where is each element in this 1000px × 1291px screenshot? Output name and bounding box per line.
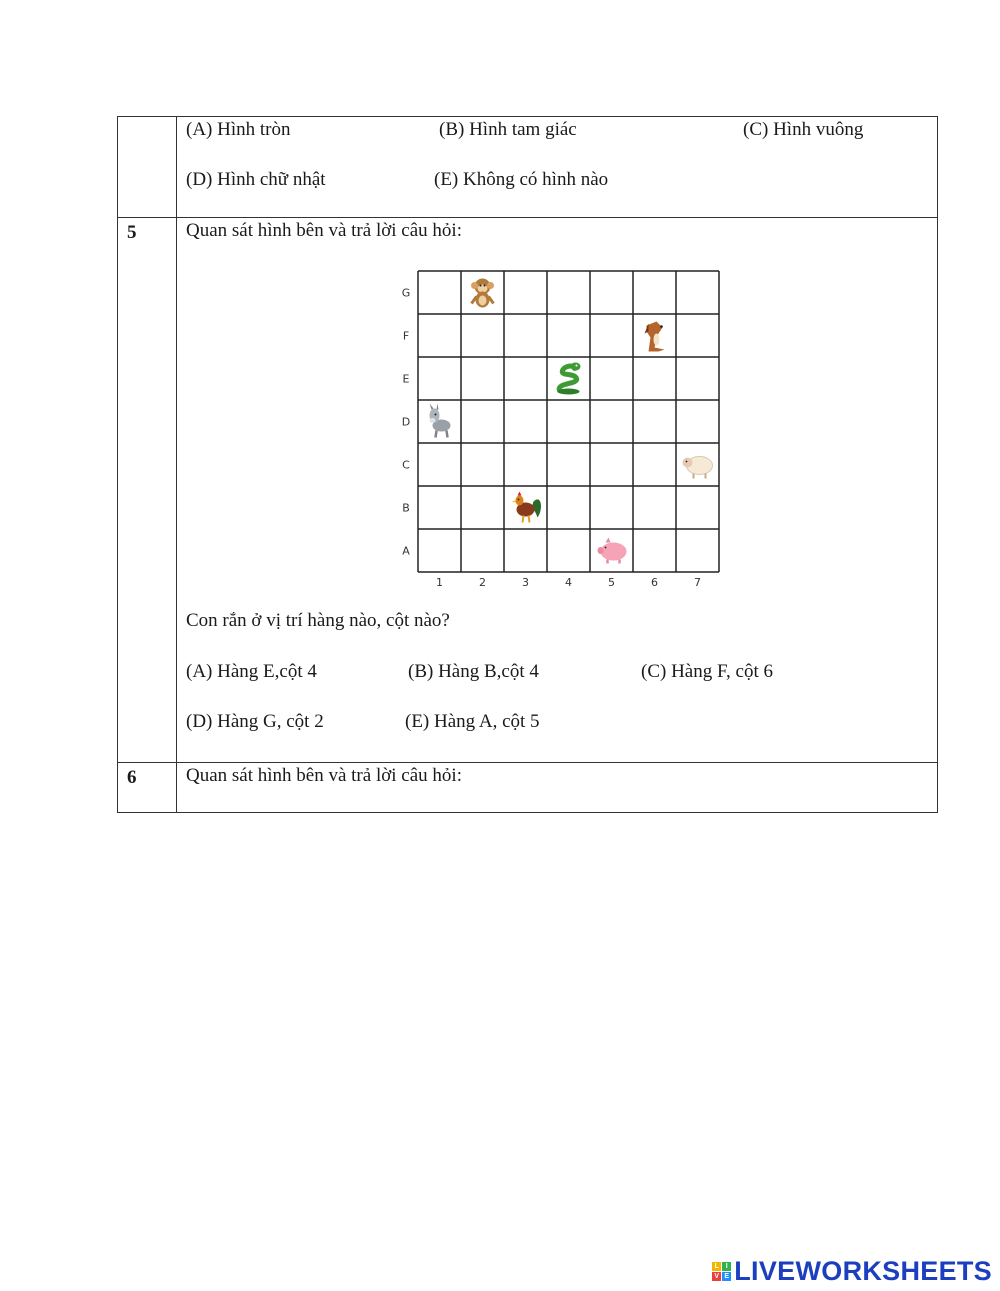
q5-option-e[interactable]: (E) Hàng A, cột 5	[405, 711, 540, 732]
col-label: 3	[522, 576, 529, 587]
question-number: 5	[127, 222, 137, 243]
row-label: F	[402, 329, 410, 343]
number-cell	[118, 117, 177, 217]
liveworksheets-logo	[712, 1257, 992, 1285]
brand-text: LIVEWORKSHEETS	[734, 1255, 992, 1286]
q5-option-c[interactable]: (C) Hàng F, cột 6	[641, 661, 773, 682]
col-label: 4	[565, 576, 572, 587]
worksheet-table	[117, 116, 940, 813]
question-5-row	[117, 217, 938, 763]
question-4-options-row	[117, 116, 938, 218]
number-cell	[118, 763, 177, 812]
sheep-icon	[683, 457, 713, 479]
col-label: 2	[479, 576, 486, 587]
question-6-row	[117, 762, 938, 813]
q5-option-d[interactable]: (D) Hàng G, cột 2	[186, 711, 324, 732]
col-label: 5	[608, 576, 615, 587]
logo-letter-square: E	[722, 1272, 731, 1281]
animal-grid-figure	[401, 267, 721, 587]
q4-option-c[interactable]: (C) Hình vuông	[743, 119, 864, 140]
q5-option-a[interactable]: (A) Hàng E,cột 4	[186, 661, 317, 682]
col-label: 6	[651, 576, 658, 587]
q4-option-d[interactable]: (D) Hình chữ nhật	[186, 169, 326, 190]
row-label: C	[402, 458, 410, 472]
logo-letter-square: V	[712, 1272, 721, 1281]
q4-option-b[interactable]: (B) Hình tam giác	[439, 119, 577, 140]
logo-letter-square: I	[722, 1262, 731, 1271]
q4-option-a[interactable]: (A) Hình tròn	[186, 119, 291, 140]
question-prompt: Quan sát hình bên và trả lời câu hỏi:	[186, 220, 462, 241]
q4-option-e[interactable]: (E) Không có hình nào	[434, 169, 609, 190]
logo-letter-square: L	[712, 1262, 721, 1271]
q5-option-b[interactable]: (B) Hàng B,cột 4	[408, 661, 539, 682]
question-number: 6	[127, 767, 137, 788]
col-label: 7	[694, 576, 701, 587]
question-text: Con rắn ở vị trí hàng nào, cột nào?	[186, 610, 450, 631]
donkey-icon	[430, 404, 451, 438]
col-label: 1	[436, 576, 443, 587]
monkey-icon	[471, 279, 494, 308]
logo-icon	[712, 1262, 731, 1281]
rooster-icon	[512, 492, 541, 523]
row-label: D	[401, 415, 411, 429]
question-prompt: Quan sát hình bên và trả lời câu hỏi:	[186, 765, 462, 786]
row-label: B	[402, 501, 410, 515]
snake-icon	[558, 363, 581, 395]
row-label: A	[402, 544, 410, 558]
animal-grid	[401, 267, 721, 587]
row-label: G	[401, 286, 411, 300]
dog-icon	[645, 322, 665, 352]
pig-icon	[598, 538, 627, 564]
row-label: E	[402, 372, 410, 386]
number-cell	[118, 218, 177, 762]
